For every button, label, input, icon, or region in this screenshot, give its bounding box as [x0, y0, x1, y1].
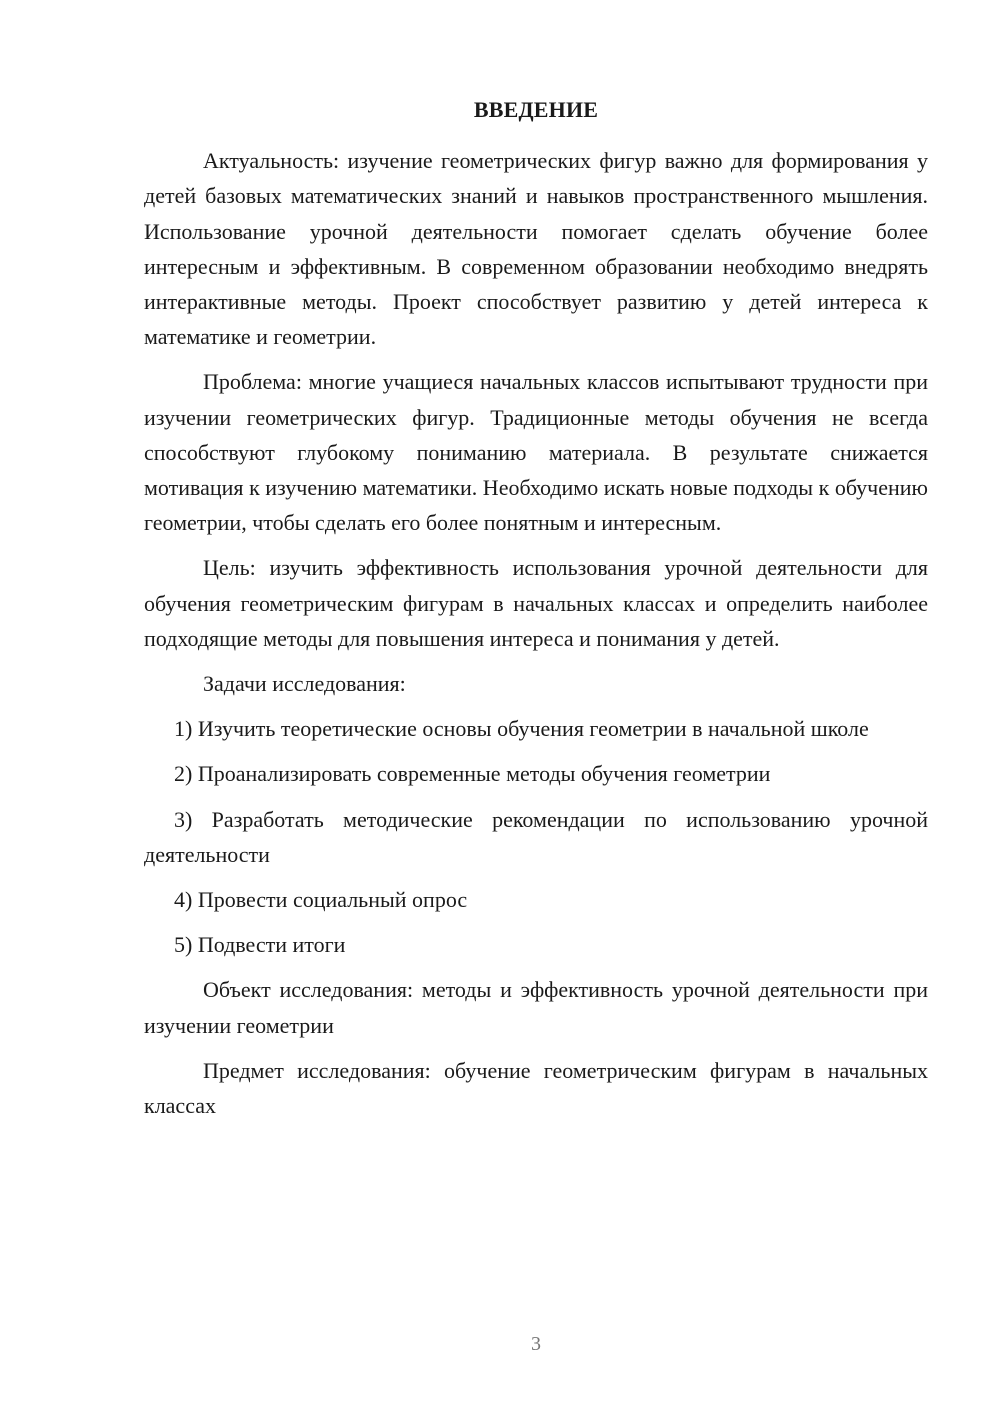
research-object-paragraph: Объект исследования: методы и эффективность урочной деятельности при изучении геометрии — [144, 977, 928, 1038]
task-item-1: 1) Изучить теоретические основы обучения геометрии в начальной школе — [174, 716, 869, 742]
task-item-3: 3) Разработать методические рекомендации по использованию урочной деятельности — [144, 806, 928, 867]
relevance-paragraph: Актуальность: изучение геометрических фигур важно для формирования у детей базовых математических знаний и навыков пространственного мышления. Использование урочной деятельности помогает сделать обучение более интересным и эффективным. В современном образовании необходимо внедрять интерактивные методы. Проект способствует развитию у детей интереса к математике и геометрии. — [144, 148, 928, 350]
research-subject-paragraph: Предмет исследования: обучение геометрическим фигурам в начальных классах — [144, 1057, 928, 1119]
task-item-5: 5) Подвести итоги — [174, 932, 346, 958]
tasks-heading: Задачи исследования: — [203, 671, 406, 697]
problem-paragraph: Проблема: многие учащиеся начальных классов испытывают трудности при изучении геометрических фигур. Традиционные методы обучения не всегда способствуют глубокому пониманию материала. В результате снижается мотивация к изучению математики. Необходимо искать новые подходы к обучению геометрии, чтобы сделать его более понятным и интересным. — [144, 369, 928, 536]
document-body — [144, 92, 928, 1133]
task-item-4: 4) Провести социальный опрос — [174, 887, 468, 913]
goal-paragraph: Цель: изучить эффективность использования урочной деятельности для обучения геометрическим фигурам в начальных классах и определить наиболее подходящие методы для повышения интереса и понимания у детей. — [144, 555, 928, 651]
page-number: 3 — [531, 1333, 541, 1355]
section-heading: ВВЕДЕНИЕ — [473, 97, 599, 122]
task-item-2: 2) Проанализировать современные методы обучения геометрии — [174, 761, 771, 787]
